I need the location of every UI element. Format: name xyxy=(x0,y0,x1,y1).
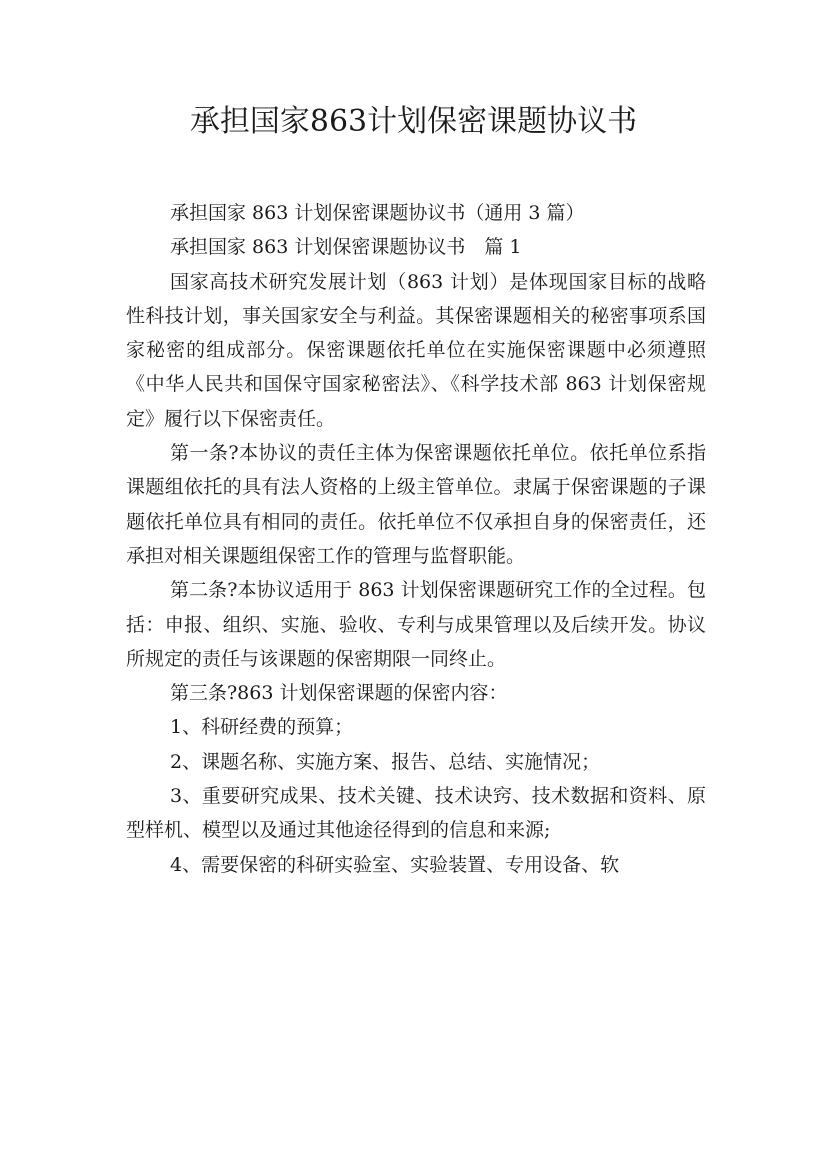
paragraph-collection-title: 承担国家 863 计划保密课题协议书（通用 3 篇） xyxy=(170,202,585,224)
paragraph-intro: 国家高技术研究发展计划（863 计划）是体现国家目标的战略性科技计划，事关国家安全与利益。其保密课题相关的秘密事项系国家秘密的组成部分。保密课题依托单位在实施保密课题中必须遵照《中华人民共和国保守国家秘密法》、《科学技术部 863 计划保密规定》履行以下保密责任。 xyxy=(126,270,706,430)
paragraph-article-3: 第三条?863 计划保密课题的保密内容： xyxy=(170,682,508,705)
paragraph-article-2: 第二条?本协议适用于 863 计划保密课题研究工作的全过程。包括：申报、组织、实施、验收、专利与成果管理以及后续开发。协议所规定的责任与该课题的保密期限一同终止。 xyxy=(126,579,706,670)
paragraph-article-1: 第一条?本协议的责任主体为保密课题依托单位。依托单位系指课题组依托的具有法人资格的上级主管单位。隶属于保密课题的子课题依托单位具有相同的责任。依托单位不仅承担自身的保密责任，还承担对相关课题组保密工作的管理与监督职能。 xyxy=(126,442,706,567)
paragraph-section-heading: 承担国家 863 计划保密课题协议书 篇 1 xyxy=(170,236,522,259)
list-item-2: 2、课题名称、实施方案、报告、总结、实施情况； xyxy=(170,750,601,773)
document-body xyxy=(126,196,706,882)
document-title: 承担国家863计划保密课题协议书 xyxy=(189,104,638,139)
list-item-3: 3、重要研究成果、技术关键、技术诀窍、技术数据和资料、原型样机、模型以及通过其他途径得到的信息和来源; xyxy=(126,785,706,842)
list-item-1: 1、科研经费的预算； xyxy=(170,716,354,739)
list-item-4: 4、需要保密的科研实验室、实验装置、专用设备、软 xyxy=(170,853,620,876)
